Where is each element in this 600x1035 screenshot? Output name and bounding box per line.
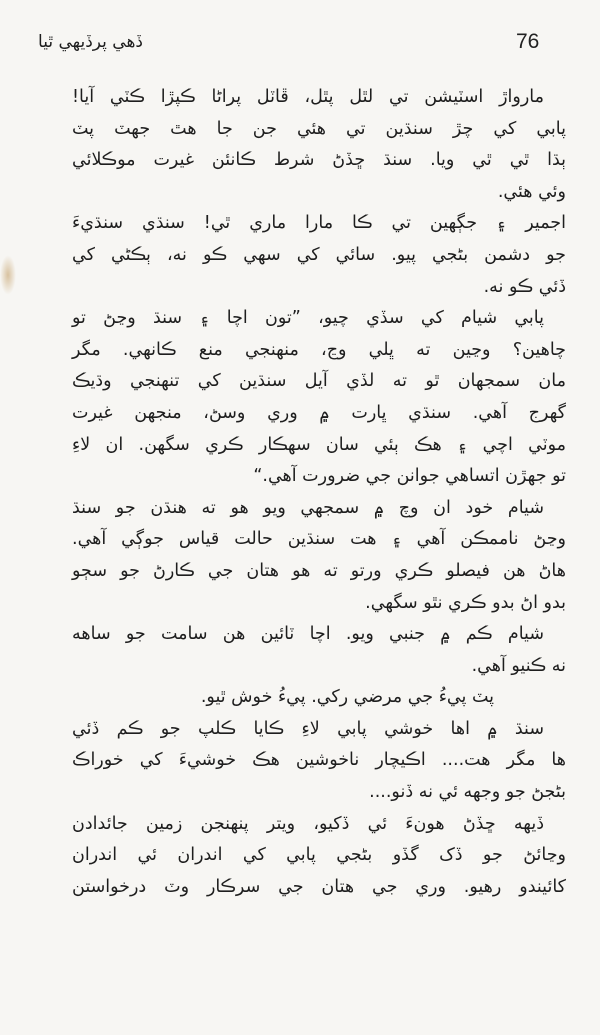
text-line: وڃڻ ناممڪن آهي ۽ هت سنڌين حالت قياس جوڳي آهي. [72, 529, 566, 550]
text-line: پٽ پيءُ جي مرضي رکي. پيءُ خوش ٿيو. [200, 687, 494, 708]
text-line: چاهين؟ وڃين ته ڀلي وڃ، منهنجي منع ڪانهي. مگر [72, 339, 566, 360]
text-line: شيام ڪم ۾ جنبي ويو. اچا ٽائين هن سامت جو ساهه [72, 624, 544, 645]
text-line: موٽي اچي ۽ هڪ ٻئي سان سهڪار ڪري سگهن. ان لاءِ [72, 434, 566, 455]
text-line: ڏئي ڪو نه. [483, 276, 566, 297]
text-line: وئي هئي. [497, 181, 566, 202]
text-line: ها مگر هت.... اڪيچار ناخوشين هڪ خوشيءَ کي خوراڪ [72, 750, 566, 771]
paper-stain [0, 255, 16, 295]
text-line: نه ڪنيو آهي. [471, 655, 566, 676]
text-line: شيام خود ان وچ ۾ سمجهي ويو هو ته هنڌن جو سنڌ [72, 497, 544, 518]
text-line: اجمير ۽ جڳهين تي ڪا مارا ماري ٿي! سنڌي سنڌيءَ [72, 213, 566, 234]
text-line: وڃائڻ جو ڏک گڏو بڻجي پابي کي اندران ئي اندران [72, 845, 566, 866]
text-line: مان سمجهان ٿو ته لڏي آيل سنڌين کي تنهنجي وڌيڪ [72, 371, 566, 392]
text-line: بڻجڻ جو وجهه ئي نه ڏنو.... [369, 782, 566, 803]
text-line: سنڌ ۾ اها خوشي پابي لاءِ ڪايا ڪلپ جو ڪم ڏئي [72, 718, 544, 739]
text-line: ٻڌا ٿي ٿي ويا. سنڌ ڇڏڻ شرط ڪانئن غيرت موڪلائي [72, 150, 566, 171]
text-line: جو دشمن بڻجي پيو. سائي کي سهي ڪو نه، ٻڪڻي کي [72, 244, 566, 265]
text-line: مارواڙ اسٽيشن تي لٿل پٿل، ڦاٽل پراڻا ڪپڙا ڪٽي آيا! [72, 87, 544, 107]
text-line: هاڻ هن فيصلو ڪري ورتو ته هو هتان جي ڪارڻ جو سڄو [72, 560, 566, 581]
text-line: ڏيهه ڇڏڻ هونءَ ئي ڏکيو، ويتر پنهنجن زمين جائدادن [72, 813, 544, 834]
text-line: بدو اڻ بدو ڪري نٿو سگهي. [365, 592, 566, 613]
running-head: ڏهي پرڏيهي ٿيا [38, 32, 143, 52]
text-line: پابي کي چڙ سنڌين تي هئي جن جا هٿ جهٽ پٽ [72, 118, 566, 139]
text-line: تو جهڙن اتساهي جوانن جي ضرورت آهي.“ [253, 466, 566, 487]
text-line: کائيندو رهيو. وري جي هتان جي سرڪار وٽ درخواستن [72, 876, 566, 897]
text-line: پابي شيام کي سڏي چيو، ”تون اچا ۽ سنڌ وڃڻ تو [72, 308, 544, 329]
text-line: گهرج آهي. سنڌي ڀارت ۾ وري وسڻ، منجهن غيرت [72, 402, 566, 423]
page-number: 76 [516, 30, 540, 53]
body-text [72, 82, 566, 903]
